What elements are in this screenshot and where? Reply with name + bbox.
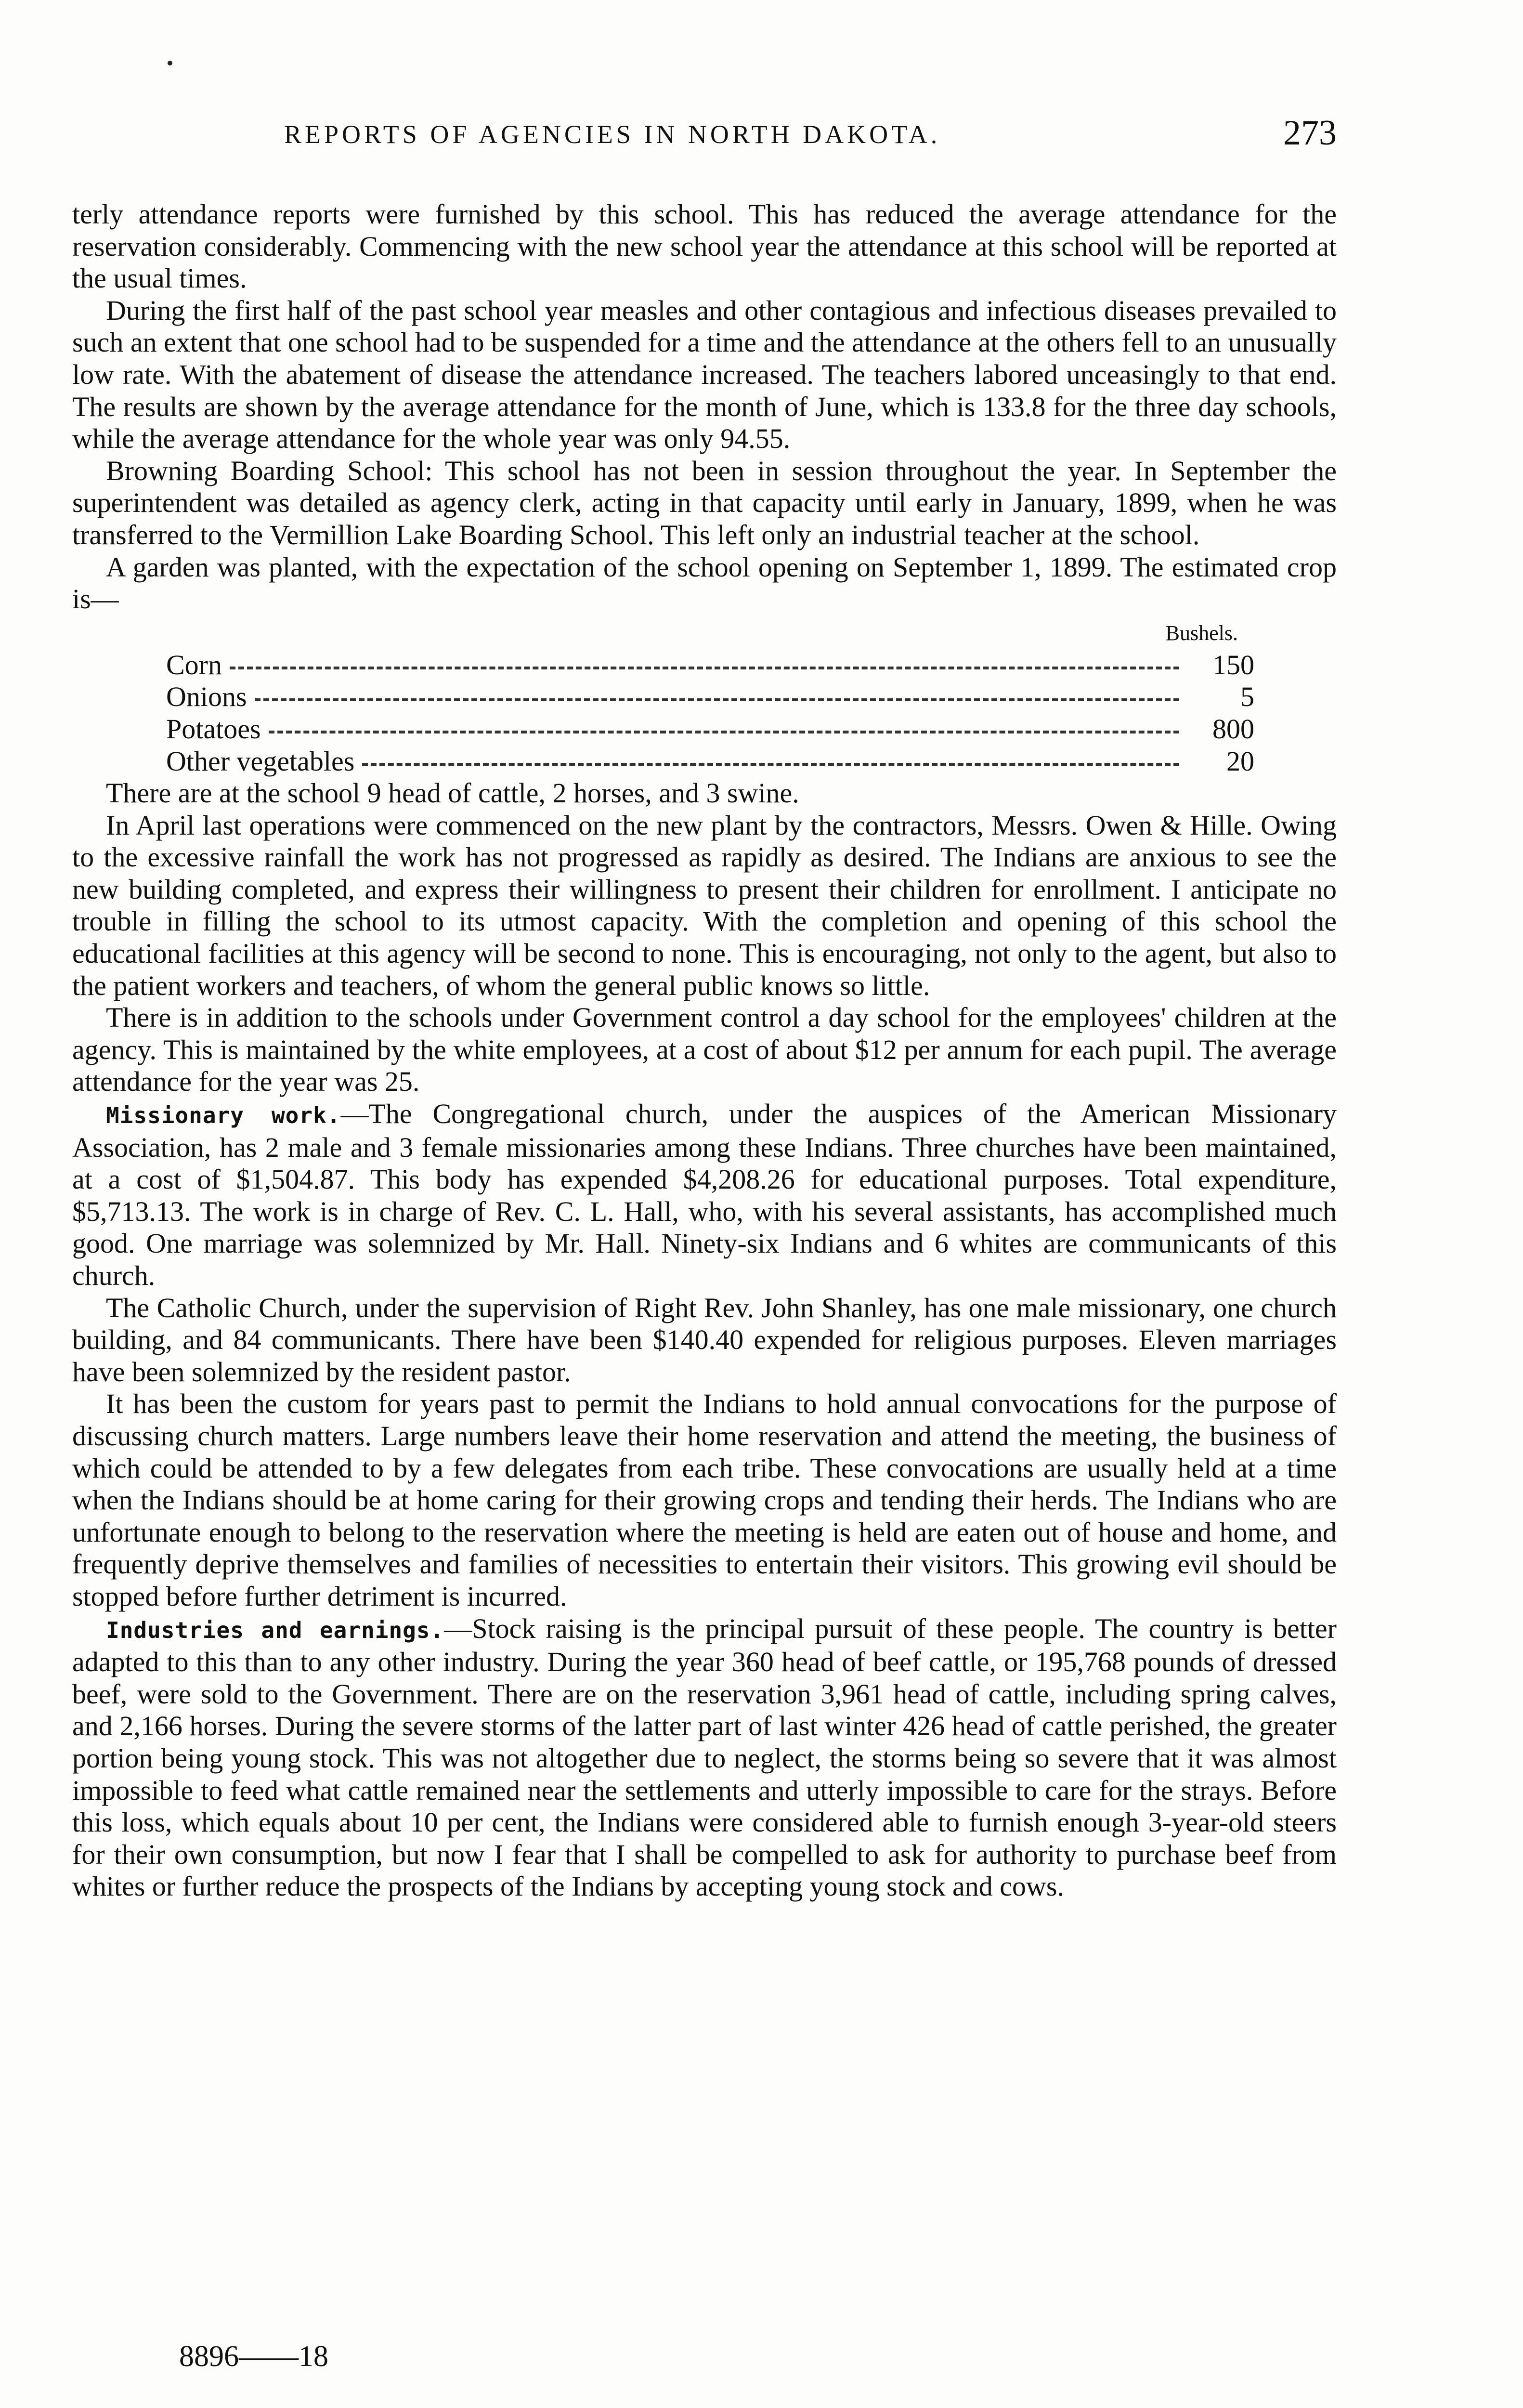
crop-name: Corn xyxy=(166,649,222,681)
crop-quantity: 800 xyxy=(1212,713,1254,745)
crop-quantity: 5 xyxy=(1240,681,1254,713)
crop-name: Potatoes xyxy=(166,713,261,745)
dot-leader xyxy=(255,698,1179,701)
crop-name: Onions xyxy=(166,681,247,713)
running-title: REPORTS OF AGENCIES IN NORTH DAKOTA. xyxy=(284,120,941,149)
page-number: 273 xyxy=(1283,113,1337,153)
paragraph-catholic-church: The Catholic Church, under the supervision of Right Rev. John Shanley, has one male missionary, one church building, and 84 communicants. There have been $140.40 expended for religious purposes. Eleven marriages have been solemnized by the resident pastor. xyxy=(72,1292,1337,1387)
paragraph-disease: During the first half of the past school year measles and other contagious and infectious diseases prevailed to such an extent that one school had to be suspended for a time and the attendance at the others fell to an unusually low rate. With the abatement of disease the attendance increased. The teachers labored unceasingly to that end. The results are shown by the average attendance for the month of June, which is 133.8 for the three day schools, while the average attendance for the whole year was only 94.55. xyxy=(72,294,1337,455)
paragraph-new-plant: In April last operations were commenced on the new plant by the contractors, Messrs. Owen & Hille. Owing to the excessive rainfall the work has not progressed as rapidly as desired. The Indians are anxious to see the new building completed, and express their willingness to present their children for enrollment. I anticipate no trouble in filling the school to its utmost capacity. With the completion and opening of this school the educational facilities at this agency will be second to none. This is encouraging, not only to the agent, but also to the patient workers and teachers, of whom the general public knows so little. xyxy=(72,809,1337,1001)
paragraph-industries xyxy=(72,1613,1337,1903)
section-lead-industries: Industries and earnings. xyxy=(106,1617,444,1643)
missionary-text: —The Congregational church, under the auspices of the American Missionary Association, has 2 male and 3 female missionaries among these Indians. Three churches have been maintained, at a cost of $1,504.87. This body has expended $4,208.26 for educational purposes. Total expenditure, $5,713.13. The work is in charge of Rev. C. L. Hall, who, with his several assistants, has accomplished much good. One marriage was solemnized by Mr. Hall. Ninety-six Indians and 6 whites are communicants of this church. xyxy=(72,1098,1337,1291)
industries-text: —Stock raising is the principal pursuit of these people. The country is better adapted to this than to any other industry. During the year 360 head of beef cattle, or 195,768 pounds of dressed beef, were sold to the Government. There are on the reservation 3,961 head of cattle, including spring calves, and 2,166 horses. During the severe storms of the latter part of last winter 426 head of cattle perished, the greater portion being young stock. This was not altogether due to neglect, the storms being so severe that it was almost impossible to feed what cattle remained near the settlements and utterly impossible to care for the strays. Before this loss, which equals about 10 per cent, the Indians were considered able to furnish enough 3-year-old steers for their own consumption, but now I fear that I shall be compelled to ask for authority to purchase beef from whites or further reduce the prospects of the Indians by accepting young stock and cows. xyxy=(72,1612,1337,1902)
crop-row xyxy=(166,681,1254,713)
body-text xyxy=(72,198,1337,1903)
dot-leader xyxy=(230,667,1179,669)
dot-leader xyxy=(362,763,1179,766)
paragraph-day-school: There is in addition to the schools under Government control a day school for the employees' children at the agency. This is maintained by the white employees, at a cost of about $12 per annum for each pupil. The average attendance for the year was 25. xyxy=(72,1002,1337,1098)
paragraph-browning-school: Browning Boarding School: This school has not been in session throughout the year. In September the superintendent was detailed as agency clerk, acting in that capacity until early in January, 1899, when he was transferred to the Vermillion Lake Boarding School. This left only an industrial teacher at the school. xyxy=(72,455,1337,550)
paragraph-livestock: There are at the school 9 head of cattle, 2 horses, and 3 swine. xyxy=(106,777,799,809)
crop-quantity: 20 xyxy=(1226,745,1254,777)
paragraph-continuation: terly attendance reports were furnished by this school. This has reduced the average attendance for the reservation considerably. Commencing with the new school year the attendance at this school will be reported at the usual times. xyxy=(72,198,1337,294)
printer-signature: 8896——18 xyxy=(179,2340,328,2373)
crop-name: Other vegetables xyxy=(166,745,355,777)
crop-quantity: 150 xyxy=(1212,649,1254,681)
page-header xyxy=(72,113,1337,163)
section-lead-missionary: Missionary work. xyxy=(106,1102,341,1129)
dot-leader xyxy=(269,731,1179,733)
crop-row xyxy=(166,713,1254,746)
paragraph-garden: A garden was planted, with the expectation of the school opening on September 1, 1899. The estimated crop is— xyxy=(72,551,1337,615)
paragraph-missionary-work xyxy=(72,1098,1337,1292)
crop-row xyxy=(166,746,1254,778)
crop-table xyxy=(166,649,1254,777)
crop-row xyxy=(166,649,1254,681)
crop-table-unit-header: Bushels. xyxy=(1165,621,1238,645)
paragraph-convocations: It has been the custom for years past to permit the Indians to hold annual convocations for the purpose of discussing church matters. Large numbers leave their home reservation and attend the meeting, the business of which could be attended to by a few delegates from each tribe. These convocations are usually held at a time when the Indians should be at home caring for their growing crops and tending their herds. The Indians who are unfortunate enough to belong to the reservation where the meeting is held are eaten out of house and home, and frequently deprive themselves and families of necessities to entertain their visitors. This growing evil should be stopped before further detriment is incurred. xyxy=(72,1388,1337,1612)
ink-speck xyxy=(168,61,172,65)
